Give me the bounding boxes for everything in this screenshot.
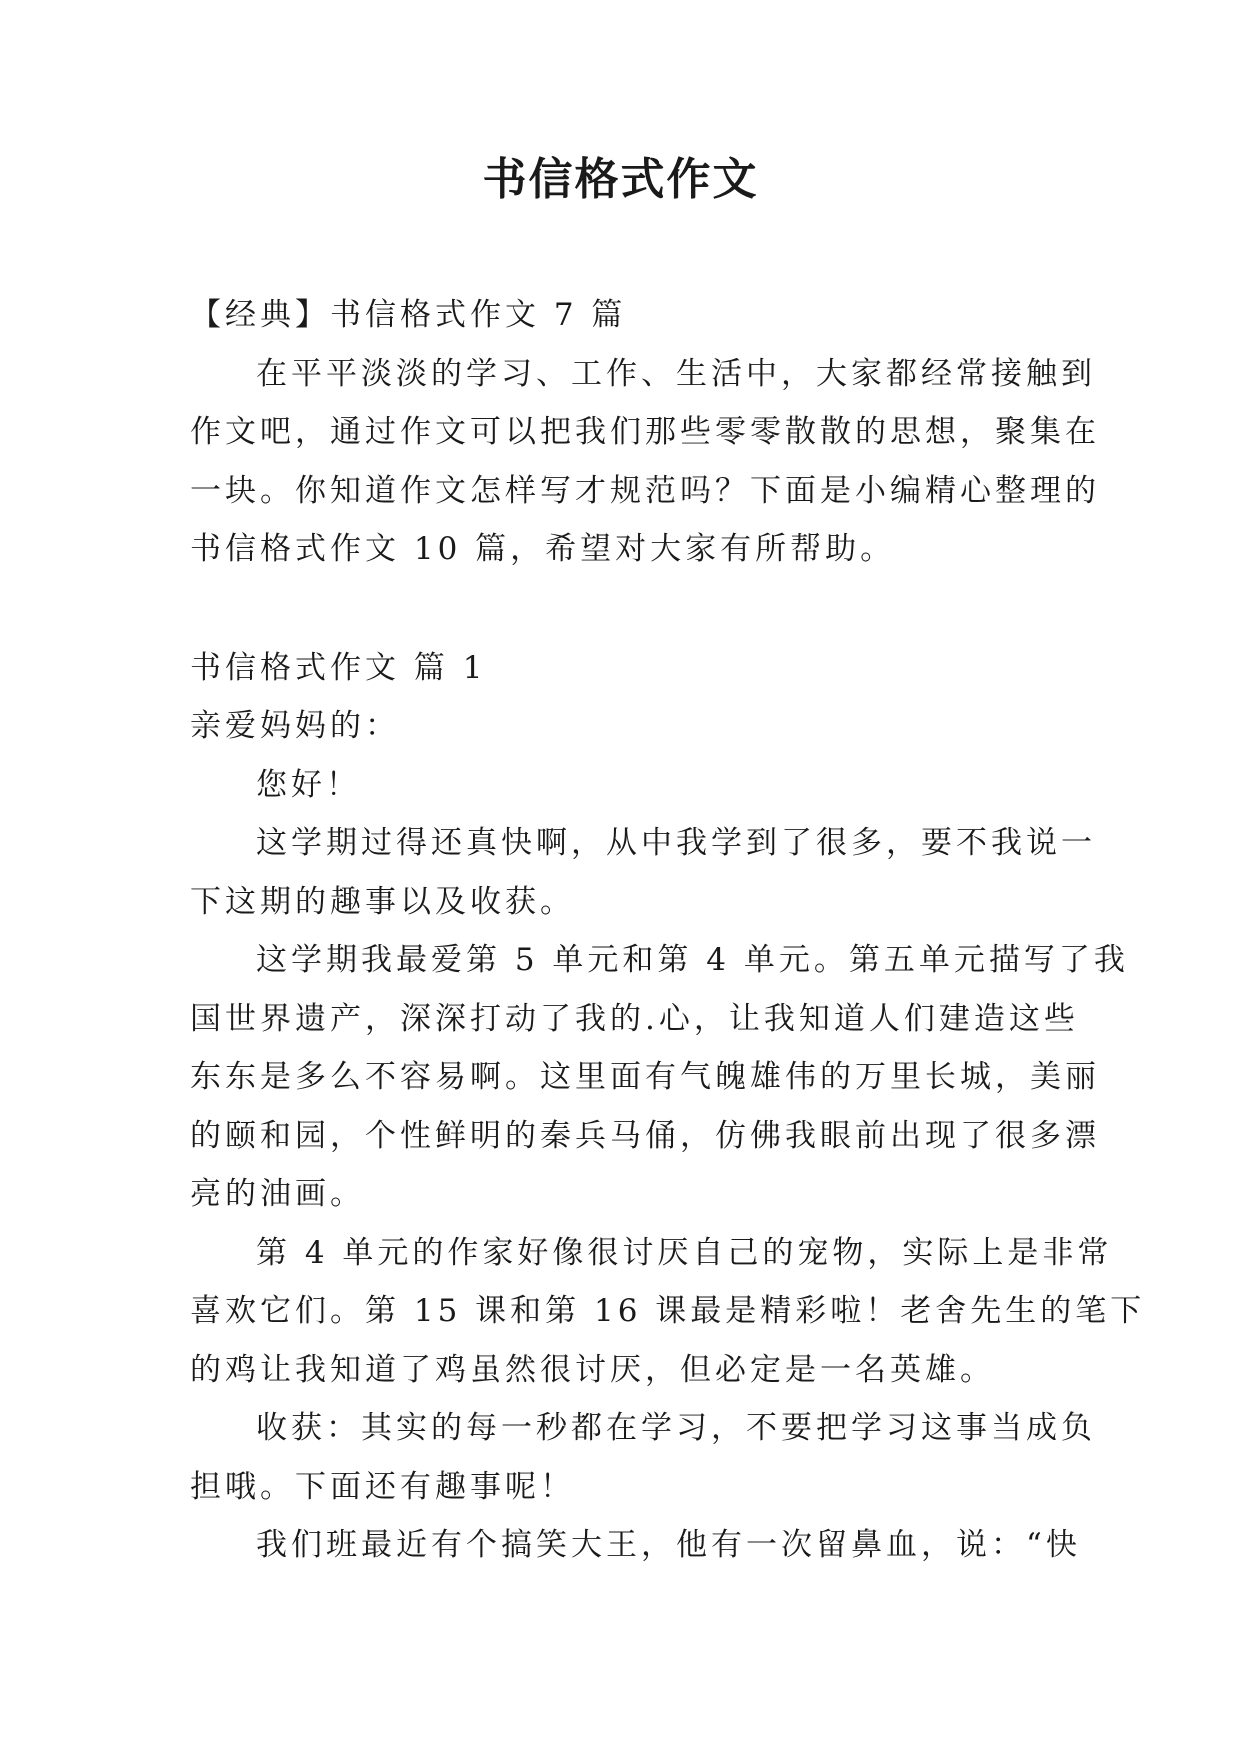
intro-line: 书信格式作文 10 篇，希望对大家有所帮助。 — [190, 531, 896, 567]
paragraph-line: 的鸡让我知道了鸡虽然很讨厌，但必定是一名英雄。 — [190, 1351, 995, 1388]
page-title: 书信格式作文 — [482, 154, 759, 205]
paragraph-line: 下这期的趣事以及收获。 — [190, 883, 575, 920]
paragraph-line: 喜欢它们。第 15 课和第 16 课最是精彩啦！老舍先生的笔下 — [190, 1293, 1146, 1329]
paragraph-line: 收获：其实的每一秒都在学习，不要把学习这事当成负 — [256, 1410, 1096, 1446]
intro-line: 在平平淡淡的学习、工作、生活中，大家都经常接触到 — [256, 355, 1096, 392]
document-subtitle: 【经典】书信格式作文 7 篇 — [190, 297, 627, 333]
paragraph-line: 东东是多么不容易啊。这里面有气魄雄伟的万里长城，美丽 — [190, 1059, 1100, 1095]
paragraph-line: 国世界遗产，深深打动了我的.心，让我知道人们建造这些 — [190, 1000, 1079, 1037]
paragraph-line: 我们班最近有个搞笑大王，他有一次留鼻血，说：“快 — [256, 1527, 1081, 1563]
paragraph-line: 这学期我最爱第 5 单元和第 4 单元。第五单元描写了我 — [256, 942, 1129, 978]
paragraph-line: 这学期过得还真快啊，从中我学到了很多，要不我说一 — [256, 825, 1096, 861]
section-spacer — [190, 579, 1050, 639]
paragraph-line: 担哦。下面还有趣事呢！ — [190, 1468, 575, 1505]
letter-salutation: 亲爱妈妈的： — [190, 708, 400, 744]
document-body — [190, 286, 1146, 1575]
paragraph-line: 第 4 单元的作家好像很讨厌自己的宠物，实际上是非常 — [256, 1234, 1113, 1271]
intro-line: 一块。你知道作文怎样写才规范吗？下面是小编精心整理的 — [190, 472, 1100, 509]
intro-line: 作文吧，通过作文可以把我们那些零零散散的思想，聚集在 — [190, 414, 1100, 450]
paragraph-line: 亮的油画。 — [190, 1176, 365, 1212]
letter-greeting: 您好！ — [256, 766, 361, 803]
paragraph-line: 的颐和园，个性鲜明的秦兵马俑，仿佛我眼前出现了很多漂 — [190, 1117, 1100, 1154]
section-heading: 书信格式作文 篇 1 — [190, 649, 487, 686]
